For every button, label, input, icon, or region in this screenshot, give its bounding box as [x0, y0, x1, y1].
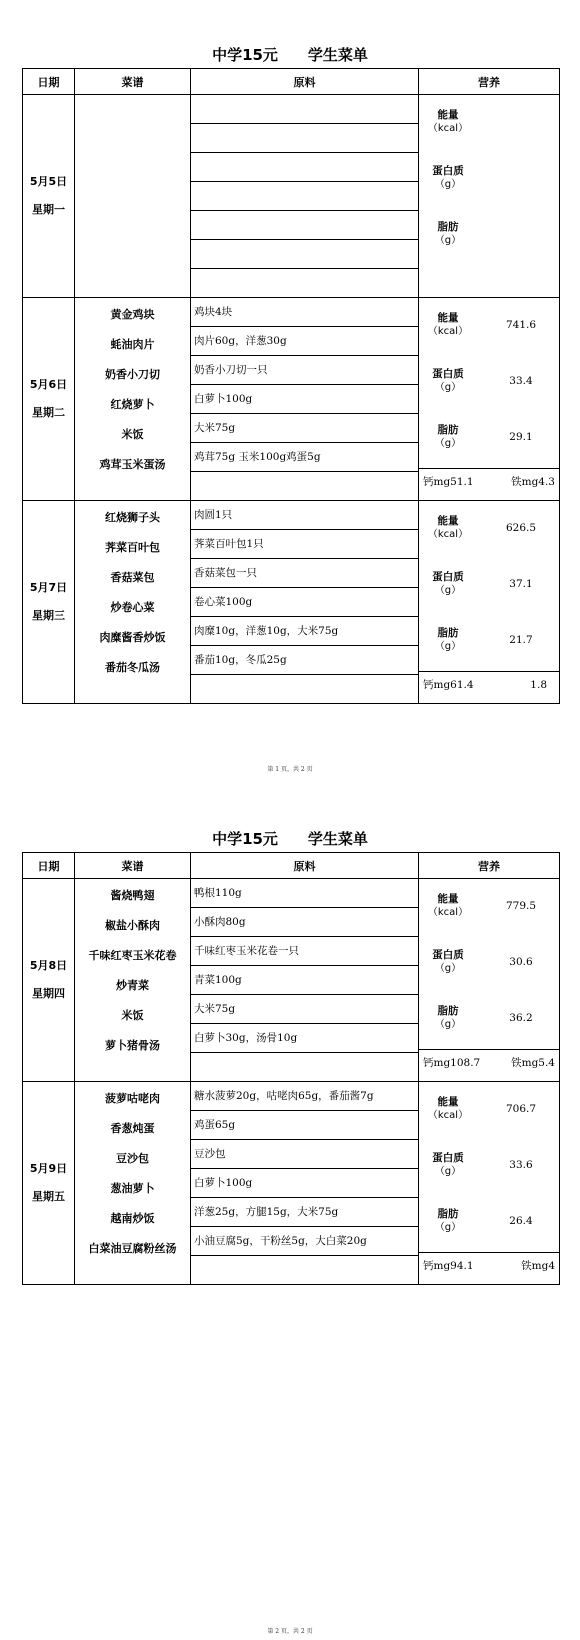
- fat-label: 脂肪: [437, 424, 459, 436]
- dish-item: 炒卷心菜: [110, 601, 155, 614]
- energy-unit: （kcal）: [427, 1110, 469, 1121]
- weekday: 星期二: [32, 406, 65, 419]
- energy-label: 能量: [437, 109, 459, 121]
- fat-value: 26.4: [509, 1215, 533, 1227]
- fat-unit: （g）: [434, 641, 462, 652]
- ingredient-item: 奶香小刀切一只: [191, 356, 418, 385]
- dish-item: 蚝油肉片: [110, 338, 155, 351]
- fat-unit: （g）: [434, 1222, 462, 1233]
- header-date: 日期: [23, 69, 75, 95]
- ingredient-item: [191, 1256, 418, 1284]
- ingredient-item: 青菜100g: [191, 966, 418, 995]
- dish-item: 红烧狮子头: [105, 511, 160, 524]
- energy-value: 779.5: [505, 900, 537, 912]
- energy-label: 能量: [437, 515, 459, 527]
- date: 5月7日: [29, 581, 68, 594]
- dish-item: 奶香小刀切: [105, 368, 160, 381]
- ingredient-item: [191, 153, 418, 182]
- protein-value: 33.6: [509, 1159, 533, 1171]
- energy-unit: （kcal）: [427, 326, 469, 337]
- protein-value: 30.6: [509, 956, 533, 968]
- dish-item: 香葱炖蛋: [110, 1122, 155, 1135]
- weekday: 星期四: [32, 987, 65, 1000]
- page-title: 中学15元 学生菜单: [212, 46, 368, 64]
- ingredient-item: 洋葱25g，方腿15g，大米75g: [191, 1198, 418, 1227]
- page-title: 中学15元 学生菜单: [212, 830, 368, 848]
- dish-item: 菠萝咕咾肉: [105, 1092, 160, 1105]
- ingredient-item: 番茄10g，冬瓜25g: [191, 646, 418, 675]
- ingredient-item: [191, 472, 418, 500]
- protein-label: 蛋白质: [432, 1152, 464, 1164]
- fat-label: 脂肪: [437, 221, 459, 233]
- page-footer: 第 2 页，共 2 页: [267, 1628, 313, 1635]
- dishes-cell: [75, 298, 191, 501]
- header-dishes: 菜谱: [75, 69, 191, 95]
- ingredients-cell: [191, 501, 419, 704]
- dish-item: 红烧萝卜: [110, 398, 155, 411]
- ingredient-item: 鸡块4块: [191, 298, 418, 327]
- fat-unit: （g）: [434, 438, 462, 449]
- fat-value: 21.7: [509, 634, 533, 646]
- fat-label: 脂肪: [437, 627, 459, 639]
- ingredient-item: 肉圆1只: [191, 501, 418, 530]
- ingredient-item: 卷心菜100g: [191, 588, 418, 617]
- ingredient-item: [191, 124, 418, 153]
- fat-label: 脂肪: [437, 1005, 459, 1017]
- dish-item: 椒盐小酥肉: [105, 919, 160, 932]
- dish-item: 肉糜酱香炒饭: [99, 631, 166, 644]
- dish-item: 荠菜百叶包: [105, 541, 160, 554]
- ingredient-item: 荠菜百叶包1只: [191, 530, 418, 559]
- ingredient-item: 鸡蛋65g: [191, 1111, 418, 1140]
- ingredient-item: [191, 1053, 418, 1081]
- nutrition-cell: [419, 95, 560, 298]
- day-row-monday: [23, 95, 560, 298]
- table-header: [23, 69, 560, 95]
- menu-table: [22, 852, 560, 1285]
- ingredient-item: [191, 675, 418, 703]
- dish-item: 白菜油豆腐粉丝汤: [88, 1242, 177, 1255]
- ingredients-cell: [191, 95, 419, 298]
- iron-value: 铁mg4.3: [511, 476, 555, 488]
- header-nutrition: 营养: [419, 69, 560, 95]
- energy-label: 能量: [437, 1096, 459, 1108]
- date: 5月5日: [29, 175, 68, 188]
- ingredient-item: 鸡茸75g 玉米100g鸡蛋5g: [191, 443, 418, 472]
- day-row-thursday: [23, 879, 560, 1082]
- date: 5月6日: [29, 378, 68, 391]
- dish-item: 米饭: [121, 1009, 144, 1022]
- date-cell: [23, 501, 75, 704]
- ingredient-item: [191, 182, 418, 211]
- mineral-row: [419, 468, 559, 495]
- dish-item: 酱烧鸭翅: [110, 889, 155, 902]
- table-header: [23, 853, 560, 879]
- energy-value: 706.7: [505, 1103, 537, 1115]
- page-footer: 第 1 页，共 2 页: [267, 766, 313, 773]
- mineral-row: [419, 671, 559, 698]
- ingredient-item: 小油豆腐5g，干粉丝5g，大白菜20g: [191, 1227, 418, 1256]
- ingredients-cell: [191, 879, 419, 1082]
- protein-unit: （g）: [434, 963, 462, 974]
- ingredient-item: 白萝卜100g: [191, 1169, 418, 1198]
- protein-label: 蛋白质: [432, 368, 464, 380]
- energy-unit: （kcal）: [427, 907, 469, 918]
- fat-unit: （g）: [434, 235, 462, 246]
- nutrition-cell: [419, 298, 560, 501]
- protein-label: 蛋白质: [432, 949, 464, 961]
- dish-item: 越南炒饭: [110, 1212, 155, 1225]
- ingredient-item: 大米75g: [191, 995, 418, 1024]
- dish-item: 香菇菜包: [110, 571, 155, 584]
- fat-label: 脂肪: [437, 1208, 459, 1220]
- calcium-value: 钙mg51.1: [423, 476, 474, 488]
- ingredient-item: 香菇菜包一只: [191, 559, 418, 588]
- dish-item: 黄金鸡块: [110, 308, 155, 321]
- protein-unit: （g）: [434, 1166, 462, 1177]
- day-row-friday: [23, 1082, 560, 1285]
- calcium-value: 钙mg94.1: [423, 1260, 474, 1272]
- date-cell: [23, 298, 75, 501]
- ingredient-item: 白萝卜30g，汤骨10g: [191, 1024, 418, 1053]
- ingredients-cell: [191, 1082, 419, 1285]
- ingredient-item: [191, 95, 418, 124]
- fat-unit: （g）: [434, 1019, 462, 1030]
- date-cell: [23, 95, 75, 298]
- ingredient-item: 大米75g: [191, 414, 418, 443]
- dishes-cell: [75, 1082, 191, 1285]
- dish-item: 萝卜猪骨汤: [105, 1039, 160, 1052]
- protein-unit: （g）: [434, 179, 462, 190]
- energy-value: 741.6: [505, 319, 537, 331]
- date: 5月9日: [29, 1162, 68, 1175]
- protein-value: 33.4: [509, 375, 533, 387]
- date-cell: [23, 1082, 75, 1285]
- ingredient-item: [191, 269, 418, 297]
- protein-label: 蛋白质: [432, 571, 464, 583]
- dish-item: 千味红枣玉米花卷: [88, 949, 177, 962]
- iron-value: 1.8: [530, 679, 547, 691]
- date-cell: [23, 879, 75, 1082]
- day-row-wednesday: [23, 501, 560, 704]
- dishes-cell: [75, 95, 191, 298]
- header-ingredients: 原料: [191, 853, 419, 879]
- protein-unit: （g）: [434, 382, 462, 393]
- iron-value: 铁mg5.4: [511, 1057, 555, 1069]
- ingredient-item: 鸭根110g: [191, 879, 418, 908]
- dish-item: 炒青菜: [116, 979, 149, 992]
- ingredient-item: 小酥肉80g: [191, 908, 418, 937]
- day-row-tuesday: [23, 298, 560, 501]
- weekday: 星期三: [32, 609, 65, 622]
- ingredient-item: 肉片60g，洋葱30g: [191, 327, 418, 356]
- ingredient-item: 白萝卜100g: [191, 385, 418, 414]
- ingredient-item: 糖水菠萝20g，咕咾肉65g，番茄酱7g: [191, 1082, 418, 1111]
- energy-unit: （kcal）: [427, 123, 469, 134]
- ingredient-item: 肉糜10g，洋葱10g，大米75g: [191, 617, 418, 646]
- header-nutrition: 营养: [419, 853, 560, 879]
- calcium-value: 钙mg108.7: [423, 1057, 481, 1069]
- weekday: 星期一: [32, 203, 65, 216]
- nutrition-cell: [419, 879, 560, 1082]
- dish-item: 米饭: [121, 428, 144, 441]
- menu-page-2: [0, 820, 580, 1640]
- dishes-cell: [75, 879, 191, 1082]
- ingredient-item: 千味红枣玉米花卷一只: [191, 937, 418, 966]
- protein-unit: （g）: [434, 585, 462, 596]
- energy-value: 626.5: [505, 522, 537, 534]
- header-date: 日期: [23, 853, 75, 879]
- calcium-value: 钙mg61.4: [423, 679, 474, 691]
- ingredients-cell: [191, 298, 419, 501]
- dish-item: 番茄冬瓜汤: [105, 661, 160, 674]
- protein-label: 蛋白质: [432, 165, 464, 177]
- protein-value: 37.1: [509, 578, 533, 590]
- date: 5月8日: [29, 959, 68, 972]
- header-dishes: 菜谱: [75, 853, 191, 879]
- dish-item: 豆沙包: [116, 1152, 149, 1165]
- ingredient-item: 豆沙包: [191, 1140, 418, 1169]
- energy-label: 能量: [437, 893, 459, 905]
- energy-label: 能量: [437, 312, 459, 324]
- ingredient-item: [191, 211, 418, 240]
- mineral-row: [419, 1049, 559, 1076]
- dish-item: 鸡茸玉米蛋汤: [99, 458, 166, 471]
- dish-item: 葱油萝卜: [110, 1182, 155, 1195]
- iron-value: 铁mg4: [521, 1260, 555, 1272]
- fat-value: 29.1: [509, 431, 533, 443]
- weekday: 星期五: [32, 1190, 65, 1203]
- nutrition-cell: [419, 1082, 560, 1285]
- energy-unit: （kcal）: [427, 529, 469, 540]
- nutrition-cell: [419, 501, 560, 704]
- dishes-cell: [75, 501, 191, 704]
- menu-table: [22, 68, 560, 704]
- mineral-row: [419, 1252, 559, 1279]
- ingredient-item: [191, 240, 418, 269]
- fat-value: 36.2: [509, 1012, 533, 1024]
- header-ingredients: 原料: [191, 69, 419, 95]
